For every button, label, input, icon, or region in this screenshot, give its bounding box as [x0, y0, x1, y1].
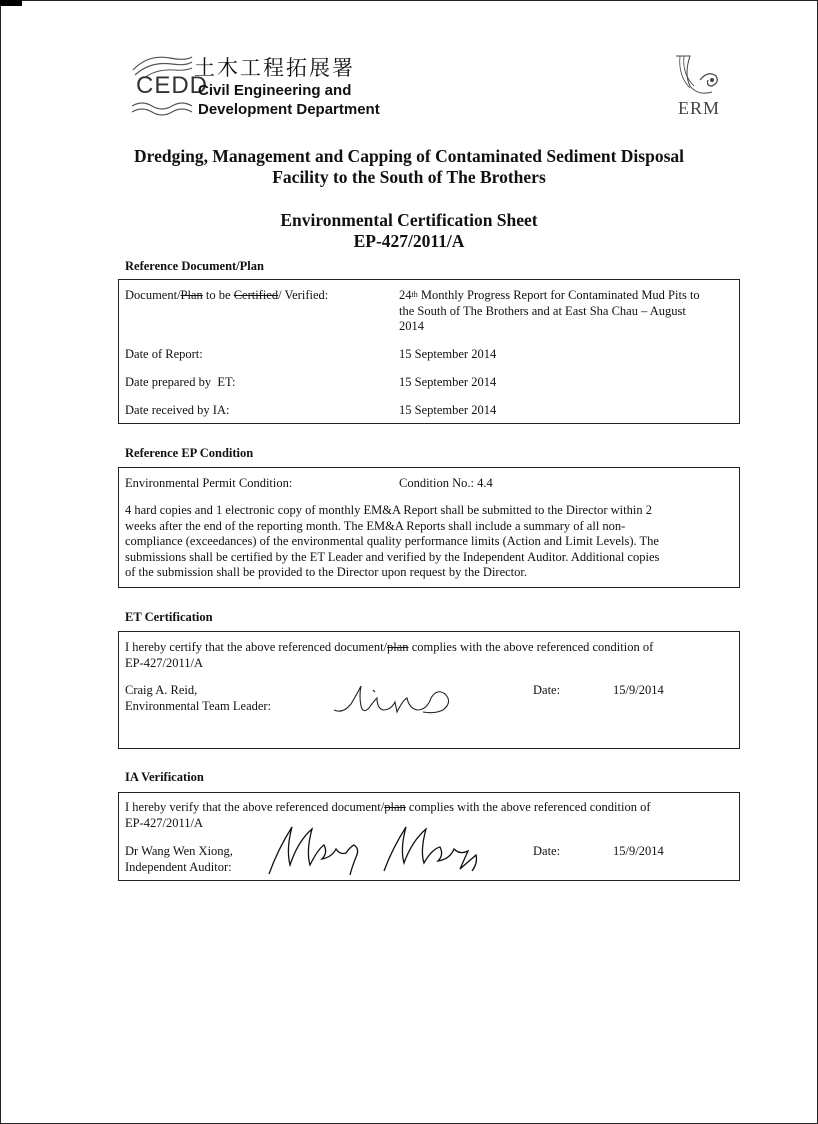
cedd-name-line1: Civil Engineering and — [198, 82, 352, 99]
et-statement-part2: complies with the above referenced condition of — [408, 640, 654, 654]
document-label — [125, 288, 328, 304]
date-of-report-value: 15 September 2014 — [399, 347, 497, 361]
ia-statement-line2: EP-427/2011/A — [125, 815, 204, 830]
ia-date-value: 15/9/2014 — [613, 844, 664, 858]
ep-condition-box — [118, 467, 740, 588]
reference-document-section-label: Reference Document/Plan — [125, 259, 264, 273]
cedd-name-line2: Development Department — [198, 101, 380, 118]
et-statement-line1 — [125, 640, 737, 656]
document-title — [399, 288, 737, 335]
condition-text-line4: submissions shall be certified by the ET Leader and verified by the Independent Auditor. Additional copies — [125, 549, 660, 564]
et-signatory — [125, 683, 271, 714]
ep-condition-section-label: Reference EP Condition — [125, 446, 254, 460]
ia-signatory-title: Independent Auditor: — [125, 859, 232, 874]
ia-verification-section-label: IA Verification — [125, 770, 204, 784]
document-title-rest: Monthly Progress Report for Contaminated Mud Pits to — [417, 288, 700, 302]
project-title-line2: Facility to the South of The Brothers — [272, 167, 546, 187]
ia-date-label: Date: — [533, 844, 561, 858]
document-label-plan-struck: Plan — [180, 288, 203, 302]
erm-logo-text: ERM — [678, 98, 721, 118]
ia-verification-box — [118, 792, 740, 881]
et-statement-struck: plan — [387, 640, 409, 654]
cedd-logo-text: CEDD — [136, 72, 209, 99]
permit-number: EP-427/2011/A — [353, 231, 465, 251]
date-prepared-value: 15 September 2014 — [399, 375, 497, 389]
date-prepared-label: Date prepared by ET: — [125, 375, 236, 389]
document-label-part2: to be — [202, 288, 234, 302]
scan-corner-mark — [0, 0, 22, 6]
cedd-department-name — [198, 81, 380, 119]
document-label-part3: / Verified: — [278, 288, 329, 302]
cedd-chinese-name: 土木工程拓展署 — [194, 56, 355, 80]
ia-signature-image — [264, 819, 489, 879]
ia-signatory-name: Dr Wang Wen Xiong, — [125, 844, 233, 858]
et-statement-part1: I hereby certify that the above referenced document/ — [125, 640, 388, 654]
condition-number: Condition No.: 4.4 — [399, 476, 493, 490]
ia-statement-part1: I hereby verify that the above referenced document/ — [125, 800, 385, 814]
document-title-line1 — [399, 288, 737, 304]
ia-statement-line1 — [125, 800, 737, 816]
condition-text-line2: weeks after the end of the reporting month. The EM&A Reports shall include a summary of all non- — [125, 518, 626, 533]
et-date-value: 15/9/2014 — [613, 683, 664, 697]
document-label-part1: Document/ — [125, 288, 181, 302]
condition-text-line1: 4 hard copies and 1 electronic copy of monthly EM&A Report shall be submitted to the Director within 2 — [125, 503, 652, 517]
et-certification-section-label: ET Certification — [125, 610, 213, 624]
et-signatory-title: Environmental Team Leader: — [125, 698, 272, 713]
et-statement — [125, 640, 737, 671]
cedd-logo — [130, 50, 405, 122]
ia-statement-part2: complies with the above referenced condition of — [405, 800, 651, 814]
document-title-number: 24 — [399, 288, 412, 302]
date-received-value: 15 September 2014 — [399, 403, 497, 417]
ia-statement-struck: plan — [384, 800, 406, 814]
et-date-label: Date: — [533, 683, 561, 697]
erm-emblem-icon — [672, 52, 724, 98]
condition-text — [125, 503, 737, 581]
ia-signatory — [125, 844, 233, 875]
et-certification-box — [118, 631, 740, 749]
document-title-line3: 2014 — [399, 319, 424, 333]
document-title-ordinal: th — [411, 290, 418, 299]
sheet-title: Environmental Certification Sheet — [280, 210, 538, 230]
et-statement-line2: EP-427/2011/A — [125, 655, 204, 670]
reference-document-box — [118, 279, 740, 424]
document-title-line2: the South of The Brothers and at East Sha Chau – August — [399, 303, 686, 318]
condition-text-line5: of the submission shall be provided to the Director upon request by the Director. — [125, 565, 527, 579]
date-received-label: Date received by IA: — [125, 403, 230, 417]
permit-condition-label: Environmental Permit Condition: — [125, 476, 293, 490]
erm-logo — [672, 52, 724, 122]
et-signature-image — [331, 680, 456, 720]
condition-text-line3: compliance (exceedances) of the environmental quality performance limits (Action and Limit Levels). The — [125, 534, 659, 548]
date-of-report-label: Date of Report: — [125, 347, 203, 361]
document-label-certified-struck: Certified — [233, 288, 279, 302]
et-signatory-name: Craig A. Reid, — [125, 683, 198, 697]
project-title-line1: Dredging, Management and Capping of Contaminated Sediment Disposal — [133, 146, 684, 166]
